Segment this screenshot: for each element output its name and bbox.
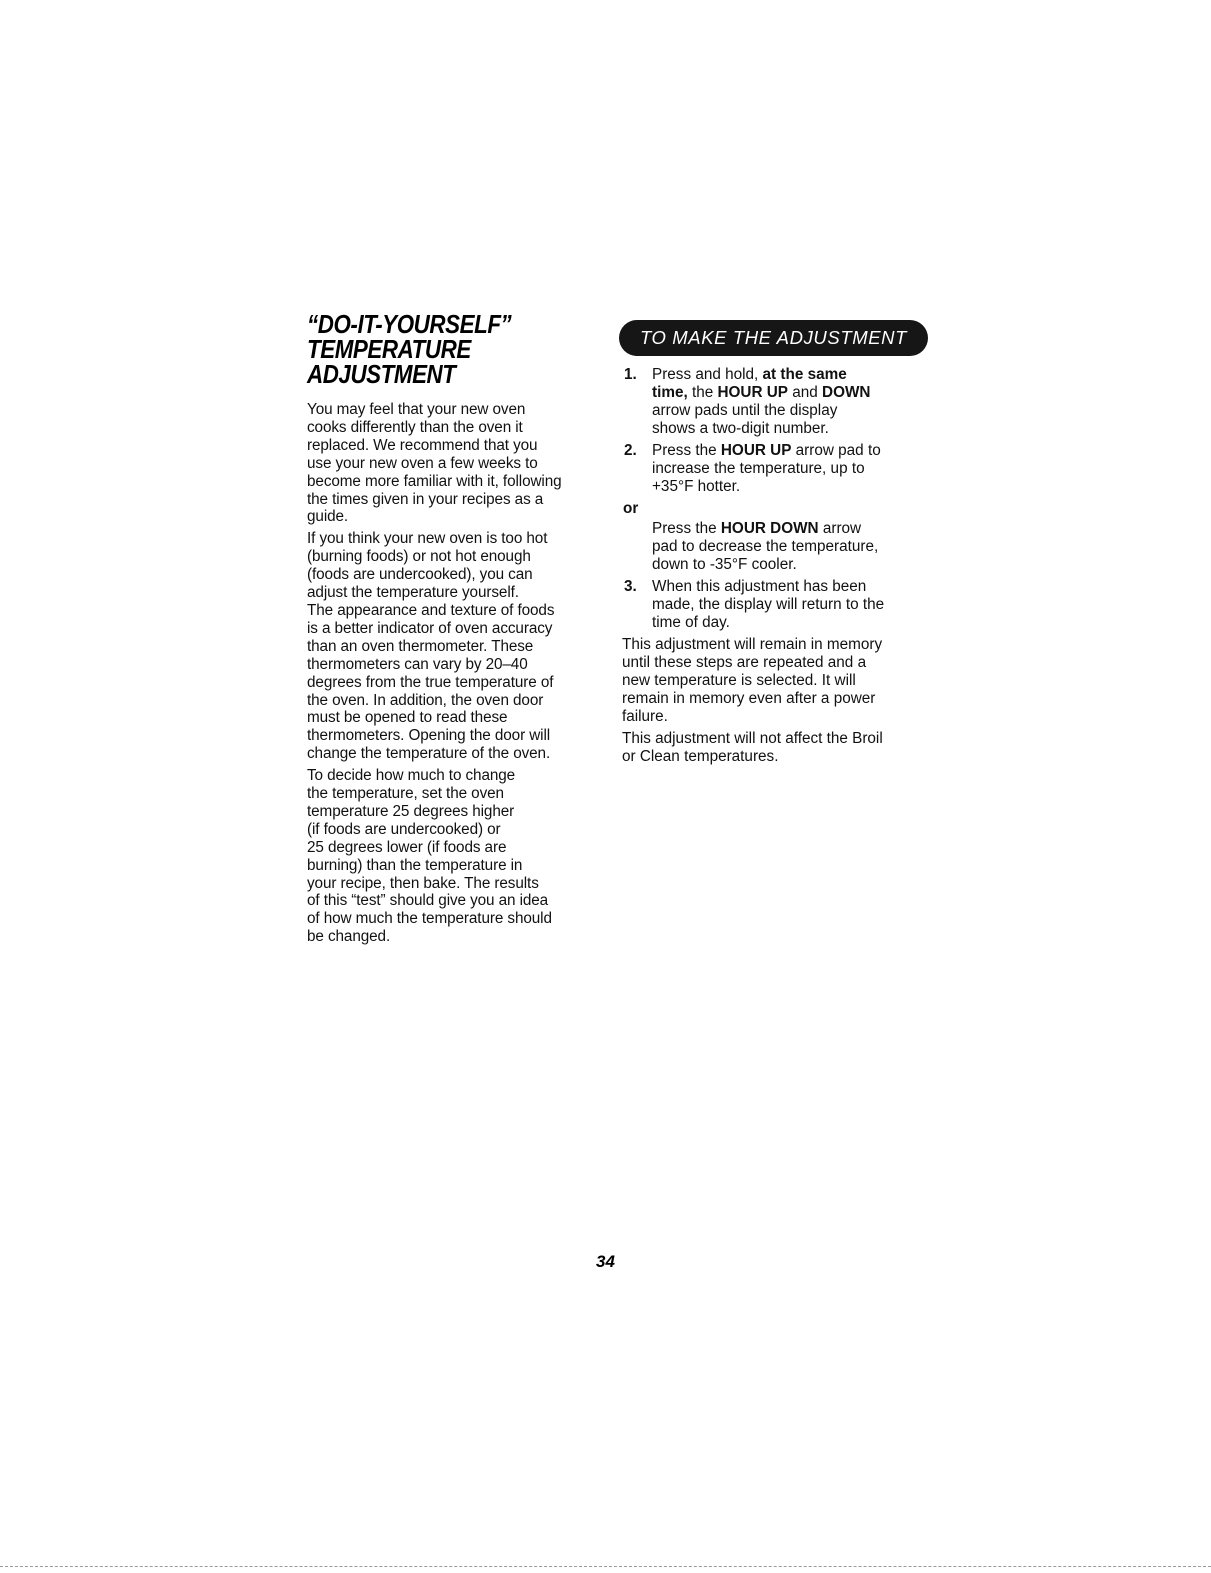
heading-line: TEMPERATURE: [307, 334, 471, 364]
page-number: 34: [596, 1252, 615, 1271]
memory-paragraph: This adjustment will remain in memory until these steps are repeated and a new temperature is selected. It will remain in memory even after a power failure.: [622, 636, 883, 725]
scan-edge-divider: [0, 1566, 1211, 1567]
step-2: 2. Press the HOUR UP arrow pad to increase the temperature, up to +35°F hotter.: [624, 442, 881, 495]
step-number: 2.: [624, 442, 637, 459]
or-label: or: [623, 500, 639, 517]
thermometer-paragraph: The appearance and texture of foods is a better indicator of oven accuracy than an oven thermometer. These thermometers can vary by 20–40 degrees from the true temperature of the oven. In addition, the oven door must be opened to read these thermometers. Opening the door will change the temperature of the oven.: [307, 601, 555, 763]
step-1: 1. Press and hold, at the same time, the HOUR UP and DOWN arrow pads until the display shows a two-digit number.: [624, 366, 871, 437]
section-heading: [307, 309, 562, 389]
step-number: 1.: [624, 366, 637, 383]
left-column: [307, 309, 603, 950]
heading-line: “DO-IT-YOURSELF”: [307, 309, 512, 339]
step-2-alternative: Press the HOUR DOWN arrow pad to decrease the temperature, down to -35°F cooler.: [652, 520, 879, 573]
right-column: [622, 320, 922, 770]
adjustment-banner: TO MAKE THE ADJUSTMENT: [619, 320, 928, 356]
too-hot-paragraph: If you think your new oven is too hot (burning foods) or not hot enough (foods are undercooked), you can adjust the temperature yourself.: [307, 530, 548, 602]
heading-line: ADJUSTMENT: [307, 359, 456, 389]
step-number: 3.: [624, 578, 637, 595]
step-3: 3. When this adjustment has been made, the display will return to the time of day.: [624, 578, 885, 631]
test-paragraph: To decide how much to change the temperature, set the oven temperature 25 degrees higher (if foods are undercooked) or 25 degrees lower (if foods are burning) than the temperature in your recipe, then bake. The results of this “test” should give you an idea of how much the temperature should be changed.: [307, 767, 552, 946]
steps-list: [622, 366, 922, 496]
broil-clean-paragraph: This adjustment will not affect the Broil or Clean temperatures.: [622, 730, 883, 765]
intro-paragraph: You may feel that your new oven cooks differently than the oven it replaced. We recommend that you use your new oven a few weeks to become more familiar with it, following the times given in your recipes as a guide.: [307, 401, 562, 526]
